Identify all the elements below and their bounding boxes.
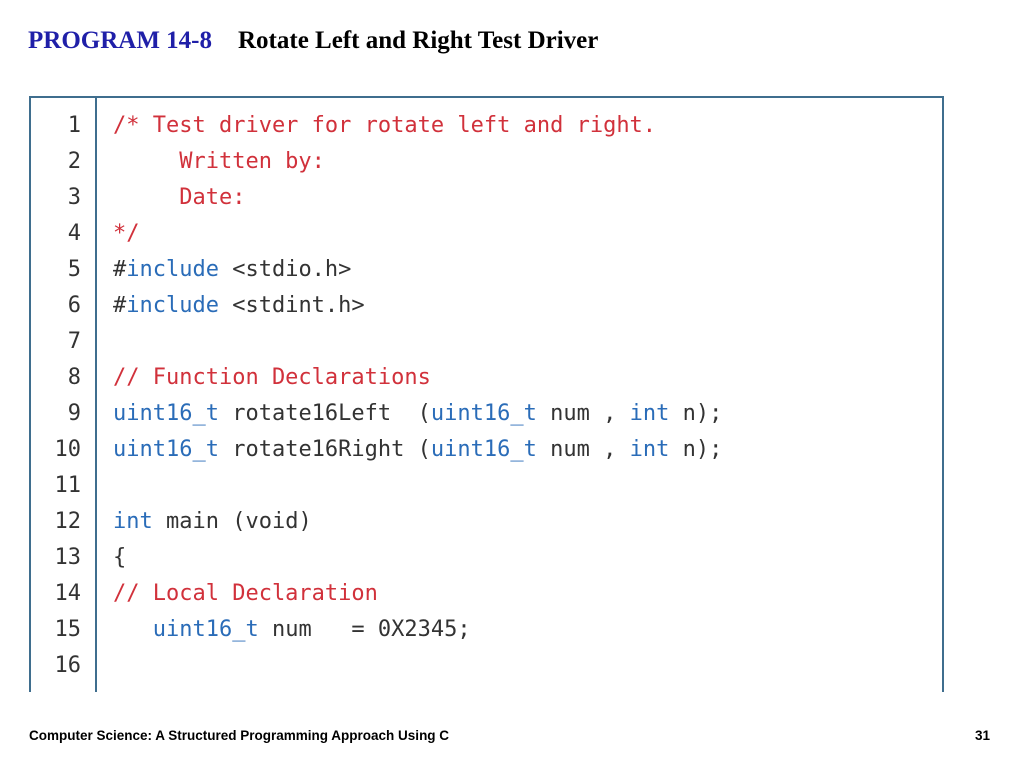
code-text — [113, 144, 325, 180]
code-token: n); — [669, 401, 723, 426]
line-number: 2 — [67, 149, 81, 174]
code-keyword: uint16_t — [430, 401, 537, 426]
program-name: Rotate Left and Right Test Driver — [238, 27, 599, 54]
footer-book-title: Computer Science: A Structured Programming Approach Using C — [29, 728, 450, 743]
line-number: 5 — [67, 257, 81, 282]
code-keyword: uint16_t — [152, 617, 259, 642]
code-keyword: int — [113, 509, 153, 534]
code-token: num , — [536, 437, 630, 462]
code-token: rotate16Left ( — [218, 401, 431, 426]
code-line — [31, 612, 942, 648]
code-line — [31, 432, 942, 468]
code-text — [113, 360, 431, 396]
line-number: 11 — [54, 473, 81, 498]
line-number: 1 — [67, 113, 81, 138]
code-token: num , — [536, 401, 630, 426]
code-line — [31, 216, 942, 252]
line-number: 4 — [67, 221, 81, 246]
code-text — [113, 612, 471, 648]
code-line — [31, 324, 942, 360]
code-comment: Date: — [113, 185, 246, 210]
code-text — [113, 504, 312, 540]
code-token: main (void) — [152, 509, 312, 534]
code-comment: */ — [113, 221, 140, 246]
line-number: 3 — [67, 185, 81, 210]
code-text — [113, 180, 245, 216]
code-line — [31, 180, 942, 216]
code-keyword: int — [629, 437, 670, 462]
line-number: 15 — [54, 617, 81, 642]
code-text — [113, 288, 365, 324]
code-line — [31, 252, 942, 288]
line-number: 9 — [67, 401, 81, 426]
code-token: n); — [669, 437, 723, 462]
line-number: 16 — [54, 653, 81, 678]
code-comment: // Function Declarations — [113, 365, 431, 390]
program-label: PROGRAM 14-8 — [28, 27, 212, 54]
page-number: 31 — [974, 728, 990, 743]
code-listing — [29, 96, 944, 692]
code-text — [113, 396, 722, 432]
code-text — [113, 216, 140, 252]
code-line — [31, 360, 942, 396]
code-token: <stdint.h> — [218, 293, 365, 318]
code-keyword: include — [126, 293, 219, 318]
line-number: 14 — [54, 581, 81, 606]
code-line — [31, 396, 942, 432]
line-number: 7 — [67, 329, 81, 354]
code-token: rotate16Right ( — [218, 437, 431, 462]
code-token: { — [113, 545, 127, 570]
code-keyword: uint16_t — [430, 437, 537, 462]
line-number: 8 — [67, 365, 81, 390]
code-text — [113, 432, 722, 468]
code-token: <stdio.h> — [218, 257, 352, 282]
code-keyword: int — [629, 401, 670, 426]
line-number: 10 — [54, 437, 81, 462]
code-keyword: uint16_t — [113, 401, 219, 426]
code-token: # — [113, 257, 127, 282]
code-text — [113, 540, 126, 576]
code-line — [31, 576, 942, 612]
code-comment: /* Test driver for rotate left and right. — [113, 113, 657, 138]
code-text — [113, 108, 656, 144]
code-line — [31, 288, 942, 324]
code-token: num = 0X2345; — [258, 617, 471, 642]
line-number: 6 — [67, 293, 81, 318]
code-comment: // Local Declaration — [113, 581, 378, 606]
code-line — [31, 504, 942, 540]
code-line — [31, 540, 942, 576]
code-line — [31, 468, 942, 504]
code-line — [31, 648, 942, 684]
code-line — [31, 108, 942, 144]
line-number: 13 — [54, 545, 81, 570]
code-text — [113, 252, 351, 288]
code-keyword: uint16_t — [113, 437, 219, 462]
slide-title — [28, 24, 598, 58]
code-token — [113, 617, 153, 642]
code-comment: Written by: — [113, 149, 325, 174]
code-text — [113, 576, 378, 612]
code-keyword: include — [126, 257, 219, 282]
code-line — [31, 144, 942, 180]
line-number: 12 — [54, 509, 81, 534]
code-token: # — [113, 293, 127, 318]
